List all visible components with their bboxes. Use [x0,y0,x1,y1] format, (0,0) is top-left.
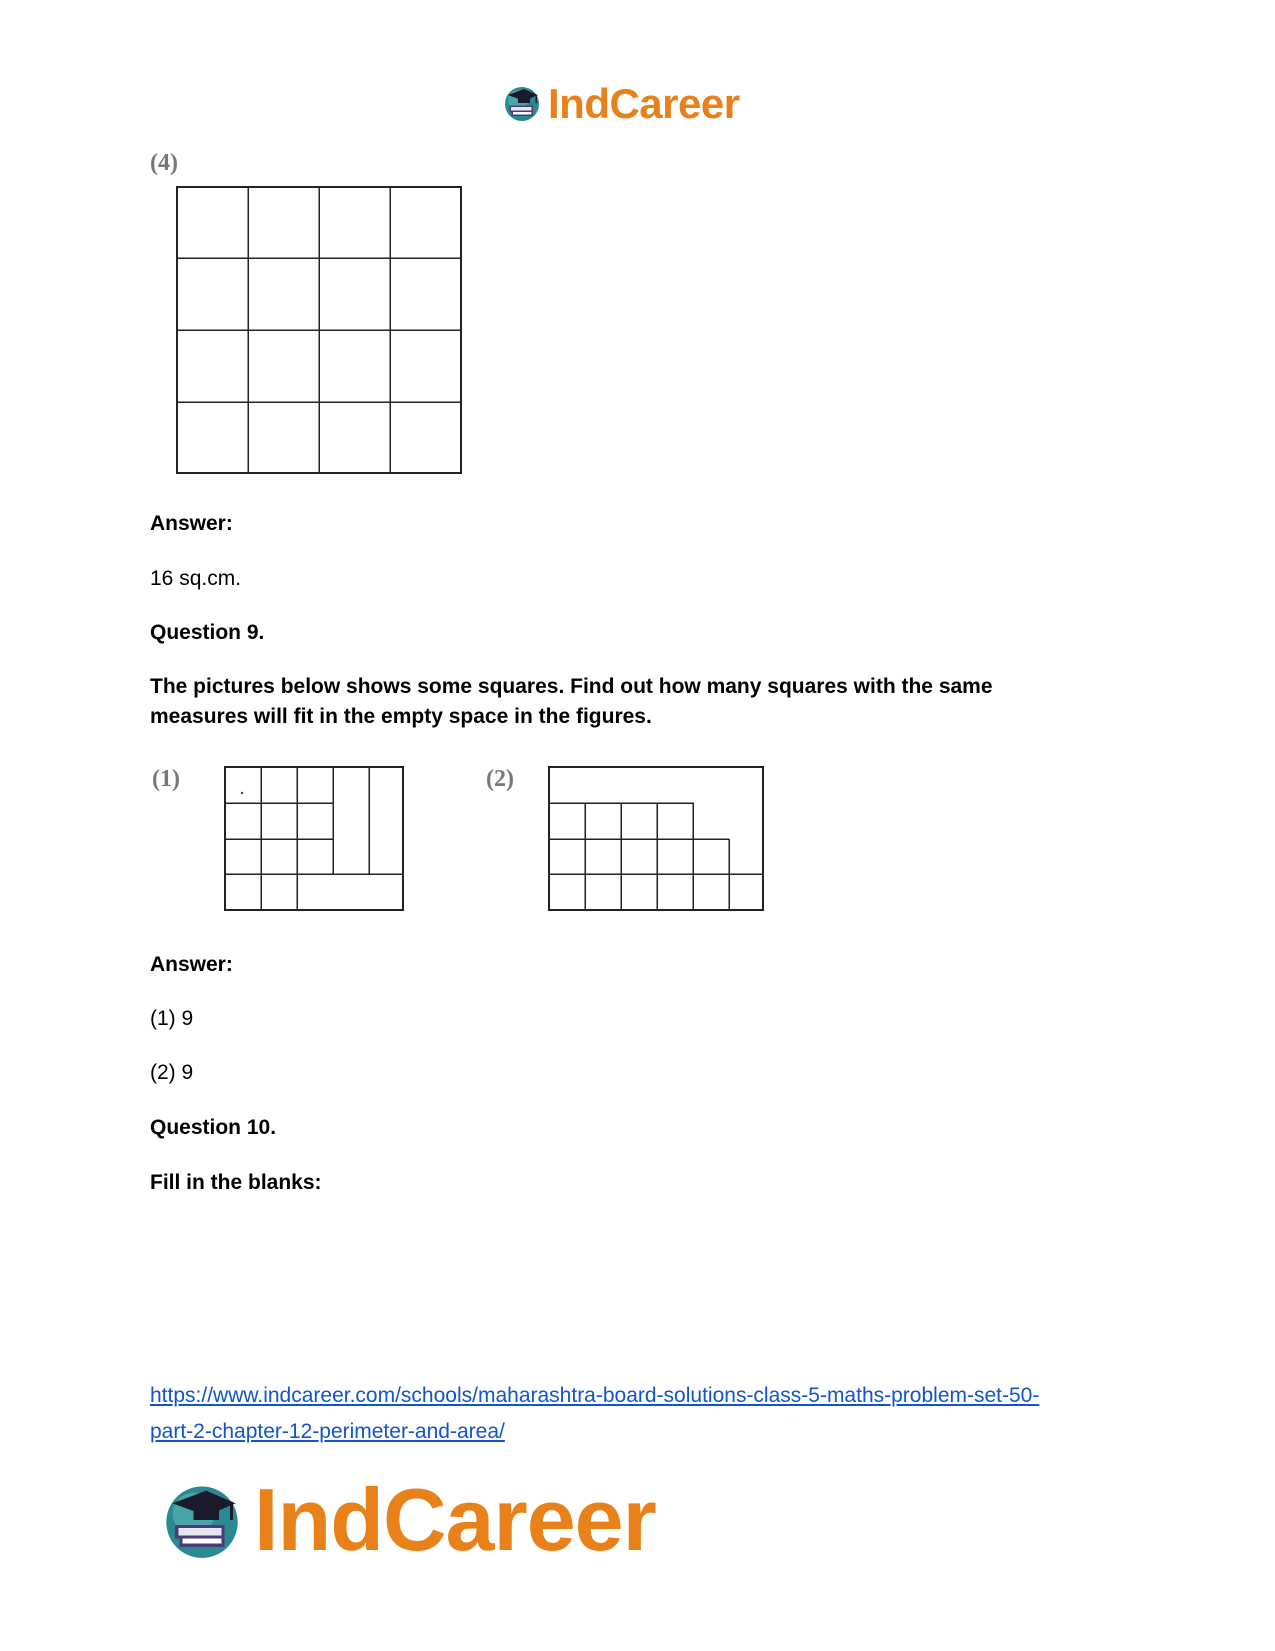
graduation-cap-book-globe-icon [160,1476,244,1565]
logo-text: IndCareer [548,80,740,127]
header-logo [502,80,740,128]
question-9-prompt-line1: The pictures below shows some squares. Find out how many squares with the same [150,675,993,698]
question-9-prompt [150,672,1150,732]
source-link[interactable] [150,1378,1140,1450]
figure-1-squares [224,766,404,912]
answer-9-item-1: (1) 9 [150,1007,194,1030]
answer-heading: Answer: [150,512,233,535]
figure-4-label: (4) [150,150,178,176]
figure-4-grid [176,186,462,476]
source-link-line1[interactable]: https://www.indcareer.com/schools/maharashtra-board-solutions-class-5-maths-problem-set-50- [150,1384,1040,1407]
question-9-title: Question 9. [150,621,265,644]
graduation-cap-book-globe-icon [502,82,542,127]
question-9-prompt-line2: measures will fit in the empty space in the figures. [150,705,652,728]
question-10-title: Question 10. [150,1116,277,1139]
answer-9-heading: Answer: [150,953,233,976]
source-link-line2[interactable]: part-2-chapter-12-perimeter-and-area/ [150,1420,505,1443]
figure-1-label: (1) [152,766,180,792]
figure-2-label: (2) [486,766,514,792]
answer-9-item-2: (2) 9 [150,1061,194,1084]
question-10-prompt: Fill in the blanks: [150,1171,322,1194]
figure-2-squares [548,766,764,912]
footer-logo-text: IndCareer [254,1470,656,1569]
answer-text: 16 sq.cm. [150,567,242,590]
footer-logo [160,1472,656,1568]
